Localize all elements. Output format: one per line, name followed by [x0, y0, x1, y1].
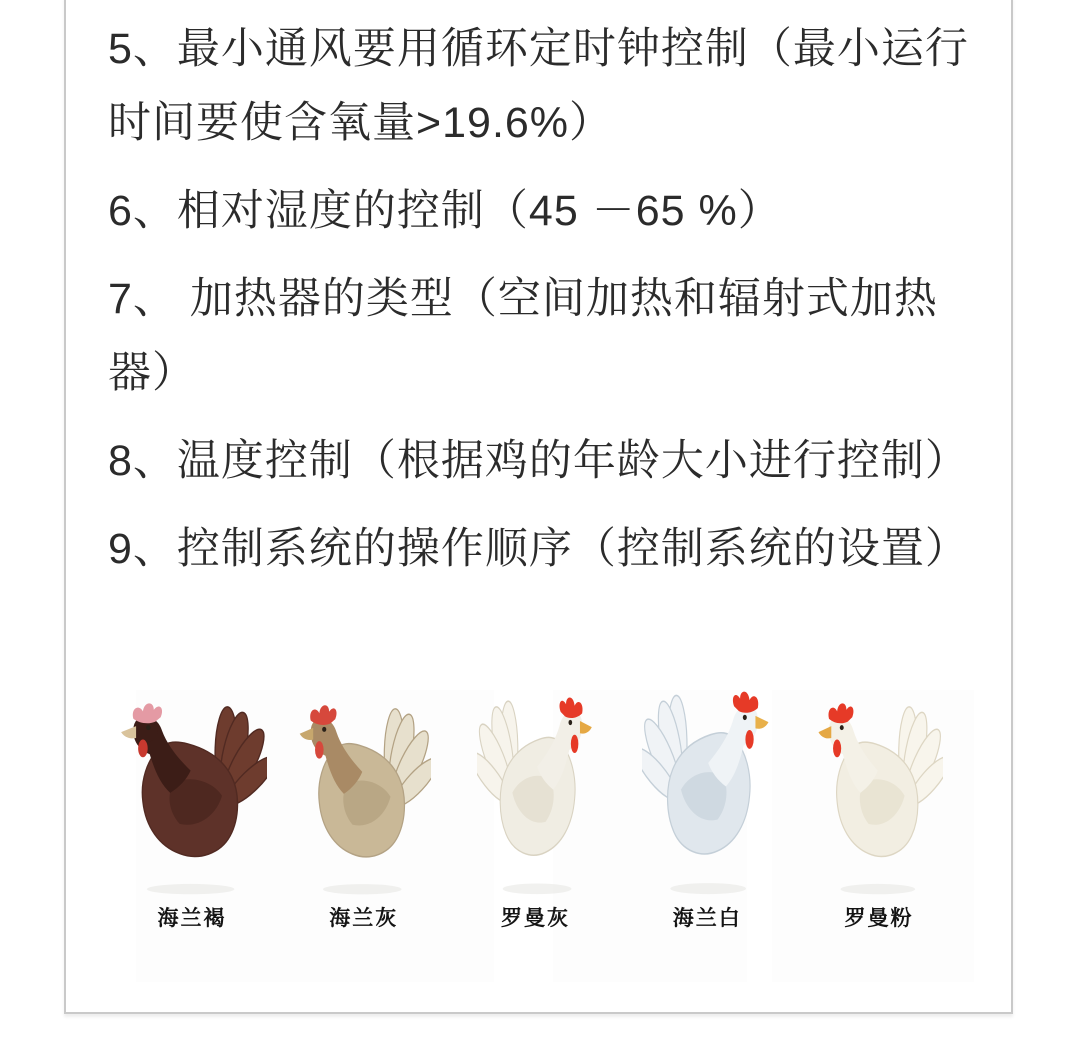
beak — [756, 716, 769, 729]
beak — [818, 726, 831, 738]
list-item-5-line2: 时间要使含氧量>19.6%） — [108, 99, 614, 147]
eye — [322, 727, 326, 732]
chicken-photo — [296, 686, 431, 898]
breed-label: 罗曼灰 — [501, 907, 570, 930]
chicken-illustration-lohmann-grey — [477, 692, 595, 898]
comb — [559, 698, 582, 718]
breed-label: 海兰白 — [672, 907, 742, 930]
chicken-illustration-lohmann-pink — [815, 698, 943, 898]
breed-cell-lohmann-grey — [456, 686, 616, 932]
comb — [733, 692, 758, 713]
list-item-7-line2: 器） — [108, 349, 196, 397]
breed-label: 罗曼粉 — [844, 907, 914, 930]
list-item-5-line1: 5、最小通风要用循环定时钟控制（最小运行 — [108, 25, 969, 73]
beak — [121, 726, 136, 738]
eye — [840, 725, 844, 730]
wattle — [833, 739, 841, 757]
chicken-illustration-hailan-brown — [117, 698, 267, 898]
chicken-photo — [477, 686, 595, 898]
list-item-9: 9、控制系统的操作顺序（控制系统的设置） — [108, 525, 969, 573]
wattle — [315, 741, 324, 759]
article-text — [66, 0, 1011, 586]
chicken-photo — [815, 686, 943, 898]
chicken-illustration-hailan-grey — [296, 700, 431, 898]
beak — [579, 721, 591, 734]
breed-cell-lohmann-pink — [799, 686, 959, 932]
eye — [146, 725, 151, 730]
wattle — [138, 739, 148, 757]
ground-shadow — [841, 884, 915, 894]
breed-label: 海兰褐 — [157, 907, 227, 930]
chicken-illustration-hailan-white — [642, 686, 772, 898]
ground-shadow — [502, 884, 571, 895]
ground-shadow — [147, 884, 234, 894]
breed-cell-hailan-grey — [284, 686, 444, 932]
breed-figure — [112, 686, 959, 932]
ground-shadow — [671, 883, 747, 894]
breed-label: 海兰灰 — [329, 907, 399, 930]
article-card — [64, 0, 1013, 1014]
list-item-8: 8、温度控制（根据鸡的年龄大小进行控制） — [108, 437, 969, 485]
comb — [133, 703, 162, 723]
chicken-photo — [117, 686, 267, 898]
list-item-7-line1: 7、 加热器的类型（空间加热和辐射式加热 — [108, 275, 938, 323]
beak — [300, 728, 314, 740]
comb — [828, 703, 853, 723]
list-item-6: 6、相对湿度的控制（45 －65 %） — [108, 187, 782, 235]
ground-shadow — [323, 884, 402, 894]
chicken-photo — [642, 686, 772, 898]
breed-cell-hailan-brown — [112, 686, 272, 932]
breed-cell-hailan-white — [627, 686, 787, 932]
comb — [310, 705, 336, 725]
